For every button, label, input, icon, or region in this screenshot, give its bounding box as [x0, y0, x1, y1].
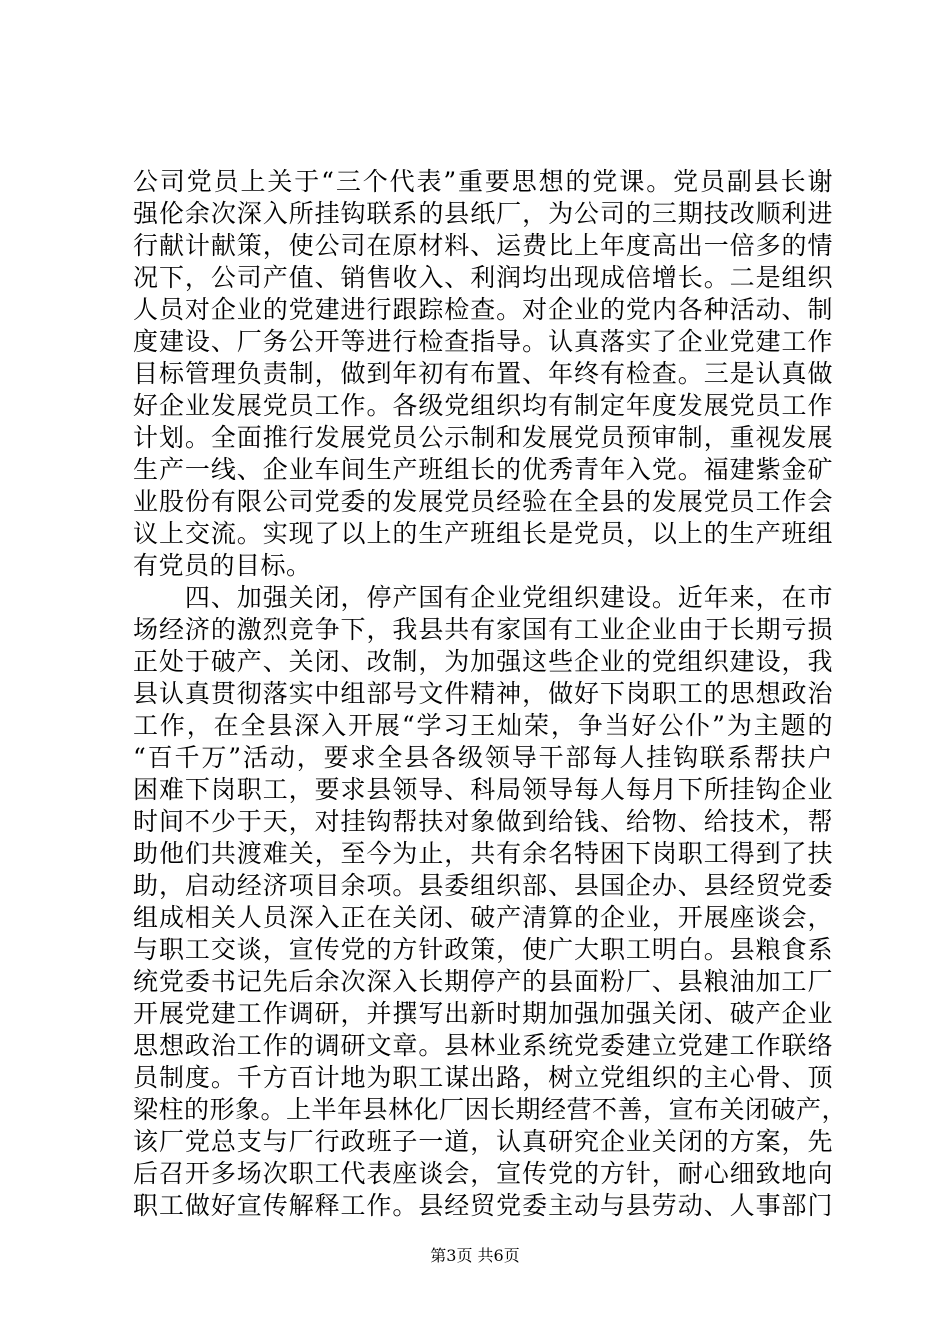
page-footer [0, 1246, 950, 1266]
text-line: 目标管理负责制，做到年初有布置、年终有检查。三是认真做 [133, 359, 833, 388]
text-line: 与职工交谈，宣传党的方针政策，使广大职工明白。县粮食系 [133, 935, 833, 964]
text-line: 计划。全面推行发展党员公示制和发展党员预审制，重视发展 [133, 423, 833, 452]
text-line: 县认真贯彻落实中组部号文件精神，做好下岗职工的思想政治 [133, 679, 833, 708]
text-line: 人员对企业的党建进行跟踪检查。对企业的党内各种活动、制 [133, 295, 833, 324]
text-line: 度建设、厂务公开等进行检查指导。认真落实了企业党建工作 [133, 327, 833, 356]
text-line: 助他们共渡难关，至今为止，共有余名特困下岗职工得到了扶 [133, 839, 833, 868]
text-line: 思想政治工作的调研文章。县林业系统党委建立党建工作联络 [133, 1031, 833, 1060]
text-line: 员制度。千方百计地为职工谋出路，树立党组织的主心骨、顶 [133, 1063, 833, 1092]
page-number: 第3页 共6页 [430, 1246, 520, 1265]
text-line: 正处于破产、关闭、改制，为加强这些企业的党组织建设，我 [133, 647, 833, 676]
text-line: 四、加强关闭，停产国有企业党组织建设。近年来，在市 [133, 583, 833, 612]
text-line: 统党委书记先后余次深入长期停产的县面粉厂、县粮油加工厂 [133, 967, 833, 996]
text-line: 况下，公司产值、销售收入、利润均出现成倍增长。二是组织 [133, 263, 833, 292]
text-line: 组成相关人员深入正在关闭、破产清算的企业，开展座谈会， [133, 903, 833, 932]
text-line: 业股份有限公司党委的发展党员经验在全县的发展党员工作会 [133, 487, 833, 516]
text-line: 该厂党总支与厂行政班子一道，认真研究企业关闭的方案，先 [133, 1127, 833, 1156]
text-line: 职工做好宣传解释工作。县经贸党委主动与县劳动、人事部门 [133, 1191, 833, 1220]
text-line: 公司党员上关于“三个代表”重要思想的党课。党员副县长谢 [133, 167, 833, 196]
text-line: 议上交流。实现了以上的生产班组长是党员，以上的生产班组 [133, 519, 833, 548]
text-line: 后召开多场次职工代表座谈会，宣传党的方针，耐心细致地向 [133, 1159, 833, 1188]
text-line: 工作，在全县深入开展“学习王灿荣，争当好公仆”为主题的 [133, 711, 833, 740]
text-line: 强伦余次深入所挂钩联系的县纸厂，为公司的三期技改顺利进 [133, 199, 833, 228]
text-line: 场经济的激烈竞争下，我县共有家国有工业企业由于长期亏损 [133, 615, 833, 644]
body-text [133, 166, 848, 1222]
text-line: 梁柱的形象。上半年县林化厂因长期经营不善，宣布关闭破产， [133, 1095, 848, 1124]
text-line: 时间不少于天，对挂钩帮扶对象做到给钱、给物、给技术，帮 [133, 807, 833, 836]
text-line: 有党员的目标。 [133, 551, 312, 580]
text-line: “百千万”活动，要求全县各级领导干部每人挂钩联系帮扶户 [133, 743, 833, 772]
text-line: 生产一线、企业车间生产班组长的优秀青年入党。福建紫金矿 [133, 455, 833, 484]
text-line: 助，启动经济项目余项。县委组织部、县国企办、县经贸党委 [133, 871, 833, 900]
text-line: 开展党建工作调研，并撰写出新时期加强加强关闭、破产企业 [133, 999, 833, 1028]
text-line: 困难下岗职工，要求县领导、科局领导每人每月下所挂钩企业 [133, 775, 833, 804]
text-line: 行献计献策，使公司在原材料、运费比上年度高出一倍多的情 [133, 231, 833, 260]
text-line: 好企业发展党员工作。各级党组织均有制定年度发展党员工作 [133, 391, 833, 420]
